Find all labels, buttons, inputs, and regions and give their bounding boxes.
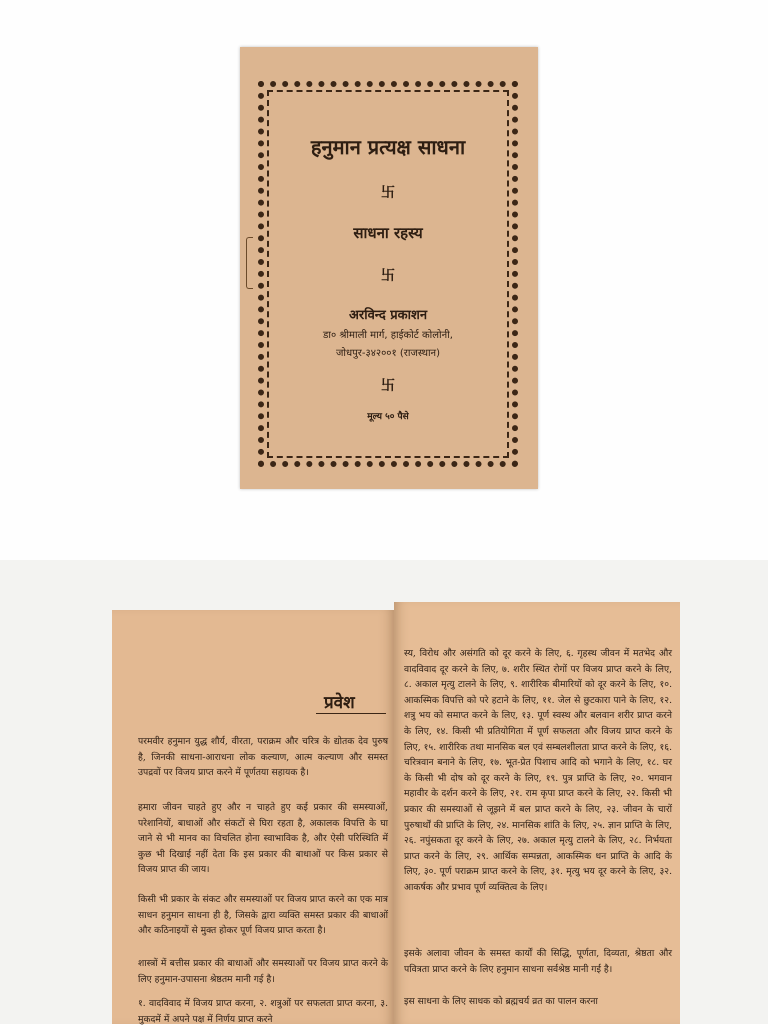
publisher-name: अरविन्द प्रकाशन (348, 308, 428, 323)
staple-mark (246, 237, 253, 289)
booklet-cover (240, 47, 538, 489)
publisher-address-line2: जोधपुर-३४२००१ (राजस्थान) (335, 348, 441, 359)
section-heading: प्रवेश (324, 693, 355, 713)
cover-subtitle: साधना रहस्य (353, 224, 423, 242)
publisher-address-line1: डा० श्रीमाली मार्ग, हाईकोर्ट कोलोनी, (323, 330, 453, 341)
cover-title: हनुमान प्रत्यक्ष साधना (310, 135, 466, 159)
left-page (112, 610, 394, 1024)
left-paragraph-1: परमवीर हनुमान युद्ध शौर्य, वीरता, पराक्रम और चरित्र के द्योतक देव पुरुष है, जिनकी साधना-आराधना लोक कल्याण, आत्म कल्याण और समस्त उपद्रवों पर विजय प्राप्त करने में पूर्णतया सहायक है। (138, 736, 388, 779)
open-booklet (112, 602, 680, 1024)
swastika-symbol-2: 卐 (381, 268, 395, 284)
left-paragraph-5: १. वादविवाद में विजय प्राप्त करना, २. शत्रुओं पर सफलता प्राप्त करना, ३. मुकदमें में अपने पक्ष में निर्णय प्राप्त करने (138, 998, 388, 1025)
right-paragraph-1: स्य, विरोध और असंगति को दूर करने के लिए, ६. गृहस्थ जीवन में मतभेद और वादविवाद दूर करने के लिए, ७. शरीर स्थित रोगों पर विजय प्राप्त करने के लिए, ८. अकाल मृत्यु टालने के लिए, ९. शारीरिक बीमारियों को दूर करने के लिए, १०. आकस्मिक विपत्ति को परे हटाने के लिए, ११. जेल से छुटकारा पाने के लिए, १२. शत्रु भय को समाप्त करने के लिए, १३. पूर्ण स्वस्थ और बलवान शरीर प्राप्त करने के लिए, १४. किसी भी प्रतियोगिता में पूर्ण सफलता और विजय प्राप्त करने के लिए, १५. शारीरिक तथा मानसिक बल एवं सम्बलशीलता प्राप्त करने के लिए, १६. चरित्रवान बनाने के लिए, १७. भूत-प्रेत पिशाच आदि को भगाने के लिए, १८. घर के किसी भी दोष को दूर करने के लिए, १९. पुत्र प्राप्ति के लिए, २०. भगवान महावीर के दर्शन करने के लिए, २१. राम कृपा प्राप्त करने के लिए, २२. किसी भी प्रकार की समस्याओं से जूझने में बल प्राप्त करने के लिए, २३. जीवन के चारों पुरुषार्थों की प्राप्ति के लिए, २४. मानसिक शांति के लिए, २५. ज्ञान प्राप्ति के लिए, २६. नपुंसकता दूर करने के लिए, २७. अकाल मृत्यु टालने के लिए, २८. निर्भयता प्राप्त करने के लिए, २९. आर्थिक सम्पन्नता, आकस्मिक धन प्राप्ति के आदि के लिए, ३०. पूर्ण पराक्रम प्राप्त करने के लिए, ३१. मृत्यु भय दूर करने के लिए, ३२. आकर्षक और प्रभाव पूर्ण व्यक्तित्व के लिए। (404, 648, 672, 893)
left-paragraph-4: शास्त्रों में बत्तीस प्रकार की बाधाओं और समस्याओं पर विजय प्राप्त करने के लिए हनुमान-उपासना श्रेष्ठतम मानी गई है। (138, 958, 388, 985)
left-paragraph-3: किसी भी प्रकार के संकट और समस्याओं पर विजय प्राप्त करने का एक मात्र साधन हनुमान साधना ही है, जिसके द्वारा व्यक्ति समस्त प्रकार की बाधाओं और कठिनाइयों से मुक्त होकर पूर्ण विजय प्राप्त करता है। (138, 894, 388, 937)
right-paragraph-2: इसके अलावा जीवन के समस्त कार्यों की सिद्धि, पूर्णता, दिव्यता, श्रेष्ठता और पवित्रता प्राप्त करने के लिए हनुमान साधना सर्वश्रेष्ठ मानी गई है। (404, 948, 672, 975)
swastika-symbol-1: 卐 (381, 185, 395, 201)
left-paragraph-2: हमारा जीवन चाहते हुए और न चाहते हुए कई प्रकार की समस्याओं, परेशानियों, बाधाओं और संकटों से घिरा रहता है, अकालक विपत्ति के घा जाने से भी मानव का विचलित होना स्वाभाविक है, और ऐसी परिस्थिति में कुछ भी दिखाई नहीं देता कि इस प्रकार की बाधाओं पर किस प्रकार से विजय प्राप्त की जाय। (138, 802, 388, 876)
heading-underline (316, 713, 386, 714)
swastika-symbol-3: 卐 (381, 378, 395, 394)
right-paragraph-3: इस साधना के लिए साधक को ब्रह्मचर्य व्रत का पालन करना (404, 996, 598, 1007)
cover-price: मूल्य ५० पैसे (367, 412, 409, 422)
right-page (394, 602, 680, 1024)
